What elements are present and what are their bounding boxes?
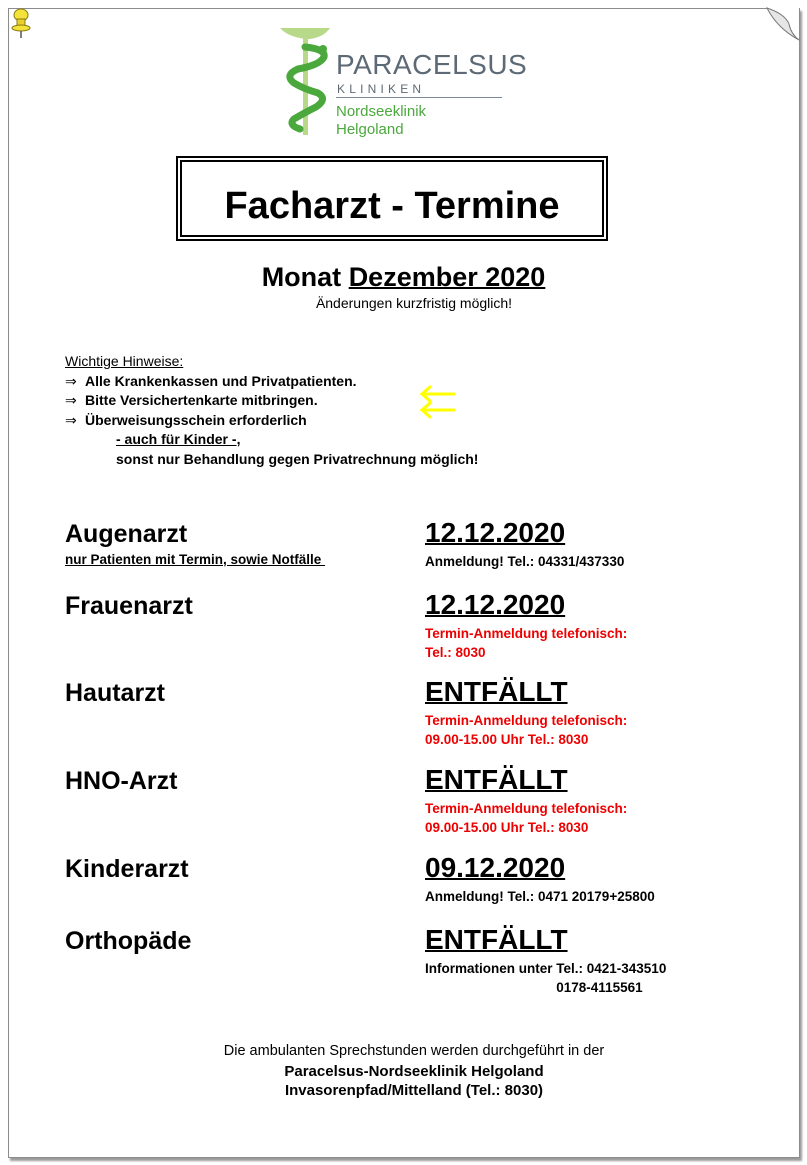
specialty-name: Kinderarzt [65,855,189,883]
notes-children-note: - auch für Kinder - [116,431,237,447]
info-line: 09.00-15.00 Uhr Tel.: 8030 [425,820,589,835]
important-notes [65,352,478,469]
page-title: Facharzt - Termine [224,185,560,227]
specialty-note: nur Patienten mit Termin, sowie Notfälle [65,552,326,567]
yellow-arrows-icon [418,385,458,419]
footer-line1: Die ambulanten Sprechstunden werden durchgeführt in der [223,1043,605,1059]
specialty-name: HNO-Arzt [65,767,178,795]
footer [0,1042,807,1101]
footer-clinic-name: Paracelsus-Nordseeklinik Helgoland [284,1062,544,1080]
info-line: Anmeldung! Tel.: 04331/437330 [425,554,625,569]
info-line: Termin-Anmeldung telefonisch: [425,801,628,816]
logo-location-line2: Helgoland [336,121,404,138]
appointment-date: ENTFÄLLT [425,764,568,795]
logo-brand-name: PARACELSUS [336,49,528,80]
notes-heading: Wichtige Hinweise: [65,353,184,369]
arrow-icon: ⇒ [65,411,77,428]
notes-item [65,372,478,392]
logo-divider [336,97,502,98]
specialty-name: Orthopäde [65,927,192,955]
appointment-info [425,711,627,749]
appointment-info [425,624,627,662]
info-line: Termin-Anmeldung telefonisch: [425,713,628,728]
month-prefix: Monat [261,262,342,292]
info-line: 0178-4115561 [425,980,643,995]
appointment-info [425,959,666,997]
specialty-name: Frauenarzt [65,592,193,620]
info-line: Tel.: 8030 [425,645,486,660]
appointment-date: ENTFÄLLT [425,676,568,707]
pushpin-icon[interactable] [9,8,33,38]
appointment-info [425,552,624,571]
page-curl-icon [763,4,803,44]
notes-item [65,411,478,431]
changes-note: Änderungen kurzfristig möglich! [315,295,513,311]
notes-item-text: Alle Krankenkassen und Privatpatienten. [85,372,357,389]
appointment-info [425,799,627,837]
title-box [180,160,604,237]
info-line: Termin-Anmeldung telefonisch: [425,626,628,641]
logo-location-line1: Nordseeklinik [336,103,427,120]
footer-address: Invasorenpfad/Mittelland (Tel.: 8030) [284,1082,544,1099]
specialty-name: Hautarzt [65,679,166,707]
month-value: Dezember 2020 [348,262,546,292]
appointment-date: 12.12.2020 [425,589,566,620]
notes-item-text: Bitte Versichertenkarte mitbringen. [85,392,318,408]
notes-comma: , [236,431,241,447]
staff-of-asclepius-icon [280,27,336,137]
appointment-date: ENTFÄLLT [425,924,568,955]
clinic-logo [280,27,528,138]
arrow-icon: ⇒ [65,372,77,389]
appointment-date: 12.12.2020 [425,517,566,548]
notes-sub-line1 [65,430,478,450]
info-line: Anmeldung! Tel.: 0471 20179+25800 [425,889,655,904]
notes-sub-line2: sonst nur Behandlung gegen Privatrechnung möglich! [116,450,479,467]
notes-item [65,391,478,411]
notes-item-text: Überweisungsschein erforderlich [85,411,307,428]
arrow-icon: ⇒ [65,392,77,408]
info-line: 09.00-15.00 Uhr Tel.: 8030 [425,732,589,747]
appointment-info [425,887,655,906]
month-heading [0,262,807,293]
info-line: Informationen unter Tel.: 0421-343510 [425,961,667,976]
logo-subtitle: KLINIKEN [337,82,426,96]
specialty-name: Augenarzt [65,520,188,548]
appointment-date: 09.12.2020 [425,852,566,883]
